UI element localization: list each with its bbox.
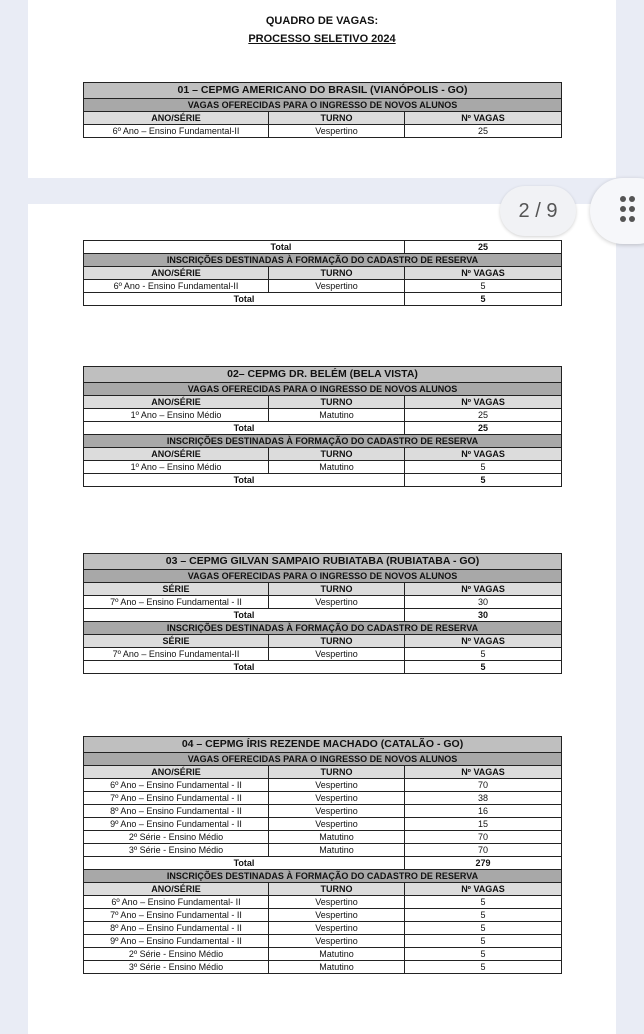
cell-vagas: 5 <box>405 922 562 935</box>
table-row <box>84 461 562 474</box>
cell-vagas: 38 <box>405 792 562 805</box>
cell-ano: 7º Ano – Ensino Fundamental - II <box>84 792 269 805</box>
cell-turno: Matutino <box>269 961 405 974</box>
total-value: 25 <box>405 422 562 435</box>
table-row <box>84 935 562 948</box>
col-ano-serie: ANO/SÉRIE <box>84 112 269 125</box>
col-vagas: Nº VAGAS <box>405 583 562 596</box>
cell-ano: 7º Ano – Ensino Fundamental-II <box>84 648 269 661</box>
cell-turno: Vespertino <box>269 896 405 909</box>
col-turno: TURNO <box>269 396 405 409</box>
section-reserve: INSCRIÇÕES DESTINADAS À FORMAÇÃO DO CADASTRO DE RESERVA <box>84 622 562 635</box>
school-4-name: 04 – CEPMG ÍRIS REZENDE MACHADO (CATALÃO - GO) <box>84 737 562 753</box>
total-value: 5 <box>405 661 562 674</box>
cell-ano: 3º Série - Ensino Médio <box>84 961 269 974</box>
col-ano-serie: ANO/SÉRIE <box>84 396 269 409</box>
table-row <box>84 961 562 974</box>
cell-ano: 6º Ano – Ensino Fundamental-II <box>84 125 269 138</box>
cell-turno: Vespertino <box>269 818 405 831</box>
document-page-1 <box>28 0 616 178</box>
school-1-table <box>83 82 562 138</box>
cell-ano: 9º Ano – Ensino Fundamental - II <box>84 935 269 948</box>
cell-vagas: 25 <box>405 125 562 138</box>
cell-vagas: 5 <box>405 948 562 961</box>
table-row <box>84 779 562 792</box>
cell-turno: Vespertino <box>269 648 405 661</box>
cell-turno: Matutino <box>269 831 405 844</box>
section-reserve: INSCRIÇÕES DESTINADAS À FORMAÇÃO DO CADASTRO DE RESERVA <box>84 254 562 267</box>
cell-ano: 2º Série - Ensino Médio <box>84 831 269 844</box>
col-vagas: Nº VAGAS <box>405 267 562 280</box>
cell-ano: 6º Ano – Ensino Fundamental- II <box>84 896 269 909</box>
cell-vagas: 5 <box>405 280 562 293</box>
school-2-name: 02– CEPMG DR. BELÉM (BELA VISTA) <box>84 367 562 383</box>
col-vagas: Nº VAGAS <box>405 635 562 648</box>
total-value: 5 <box>405 293 562 306</box>
cell-turno: Vespertino <box>269 779 405 792</box>
cell-turno: Vespertino <box>269 792 405 805</box>
table-row <box>84 805 562 818</box>
cell-vagas: 5 <box>405 961 562 974</box>
table-row <box>84 280 562 293</box>
total-label: Total <box>84 609 405 622</box>
cell-turno: Matutino <box>269 844 405 857</box>
total-label: Total <box>84 474 405 487</box>
cell-turno: Matutino <box>269 948 405 961</box>
total-label: Total <box>84 293 405 306</box>
total-row <box>84 474 562 487</box>
col-ano-serie: ANO/SÉRIE <box>84 883 269 896</box>
col-vagas: Nº VAGAS <box>405 112 562 125</box>
cell-turno: Vespertino <box>269 125 405 138</box>
table-row <box>84 909 562 922</box>
total-row <box>84 609 562 622</box>
cell-vagas: 70 <box>405 779 562 792</box>
col-turno: TURNO <box>269 112 405 125</box>
cell-turno: Matutino <box>269 409 405 422</box>
school-3-name: 03 – CEPMG GILVAN SAMPAIO RUBIATABA (RUBIATABA - GO) <box>84 554 562 570</box>
col-turno: TURNO <box>269 766 405 779</box>
cell-ano: 1º Ano – Ensino Médio <box>84 461 269 474</box>
total-row <box>84 293 562 306</box>
school-4-table <box>83 736 562 974</box>
page-indicator: 2 / 9 <box>500 186 576 236</box>
cell-ano: 7º Ano – Ensino Fundamental - II <box>84 596 269 609</box>
table-row <box>84 596 562 609</box>
total-label: Total <box>84 857 405 870</box>
cell-ano: 3º Série - Ensino Médio <box>84 844 269 857</box>
total-label: Total <box>269 241 405 254</box>
cell-vagas: 70 <box>405 844 562 857</box>
table-row <box>84 818 562 831</box>
cell-turno: Vespertino <box>269 909 405 922</box>
cell-turno: Matutino <box>269 461 405 474</box>
table-row <box>84 896 562 909</box>
col-ano-serie: ANO/SÉRIE <box>84 267 269 280</box>
cell-ano: 2º Série - Ensino Médio <box>84 948 269 961</box>
cell-vagas: 5 <box>405 461 562 474</box>
cell-turno: Vespertino <box>269 596 405 609</box>
total-value: 5 <box>405 474 562 487</box>
total-row <box>84 241 562 254</box>
cell-ano: 6º Ano – Ensino Fundamental - II <box>84 779 269 792</box>
document-page-2 <box>28 204 616 1034</box>
grid-dots-icon <box>620 196 640 226</box>
total-value: 279 <box>405 857 562 870</box>
cell-turno: Vespertino <box>269 805 405 818</box>
section-new-students: VAGAS OFERECIDAS PARA O INGRESSO DE NOVOS ALUNOS <box>84 383 562 396</box>
section-new-students: VAGAS OFERECIDAS PARA O INGRESSO DE NOVOS ALUNOS <box>84 753 562 766</box>
col-ano-serie: ANO/SÉRIE <box>84 448 269 461</box>
total-row <box>84 857 562 870</box>
cell-vagas: 5 <box>405 909 562 922</box>
cell-ano: 8º Ano – Ensino Fundamental - II <box>84 805 269 818</box>
col-turno: TURNO <box>269 583 405 596</box>
cell-vagas: 5 <box>405 648 562 661</box>
cell-ano: 7º Ano – Ensino Fundamental - II <box>84 909 269 922</box>
col-ano-serie: ANO/SÉRIE <box>84 766 269 779</box>
table-row <box>84 844 562 857</box>
col-turno: TURNO <box>269 267 405 280</box>
cell-turno: Vespertino <box>269 922 405 935</box>
document-title: QUADRO DE VAGAS: <box>265 15 379 27</box>
cell-vagas: 5 <box>405 935 562 948</box>
section-reserve: INSCRIÇÕES DESTINADAS À FORMAÇÃO DO CADASTRO DE RESERVA <box>84 870 562 883</box>
total-label: Total <box>84 422 405 435</box>
col-vagas: Nº VAGAS <box>405 766 562 779</box>
cell-ano: 8º Ano – Ensino Fundamental - II <box>84 922 269 935</box>
cell-ano: 9º Ano – Ensino Fundamental - II <box>84 818 269 831</box>
col-turno: TURNO <box>269 883 405 896</box>
school-1-table-continued <box>83 240 562 306</box>
col-vagas: Nº VAGAS <box>405 883 562 896</box>
table-row <box>84 948 562 961</box>
cell-vagas: 30 <box>405 596 562 609</box>
cell-turno: Vespertino <box>269 280 405 293</box>
section-reserve: INSCRIÇÕES DESTINADAS À FORMAÇÃO DO CADASTRO DE RESERVA <box>84 435 562 448</box>
col-serie: SÉRIE <box>84 583 269 596</box>
table-row <box>84 648 562 661</box>
cell-vagas: 16 <box>405 805 562 818</box>
total-value: 25 <box>405 241 562 254</box>
section-new-students: VAGAS OFERECIDAS PARA O INGRESSO DE NOVOS ALUNOS <box>84 570 562 583</box>
school-2-table <box>83 366 562 487</box>
total-label: Total <box>84 661 405 674</box>
col-serie: SÉRIE <box>84 635 269 648</box>
cell-ano: 1º Ano – Ensino Médio <box>84 409 269 422</box>
table-row <box>84 831 562 844</box>
table-row <box>84 125 562 138</box>
table-row <box>84 792 562 805</box>
cell-ano: 6º Ano - Ensino Fundamental-II <box>84 280 269 293</box>
total-row <box>84 661 562 674</box>
col-turno: TURNO <box>269 448 405 461</box>
col-vagas: Nº VAGAS <box>405 448 562 461</box>
col-vagas: Nº VAGAS <box>405 396 562 409</box>
cell-vagas: 15 <box>405 818 562 831</box>
cell-vagas: 70 <box>405 831 562 844</box>
school-1-name: 01 – CEPMG AMERICANO DO BRASIL (VIANÓPOLIS - GO) <box>84 83 562 99</box>
cell-vagas: 25 <box>405 409 562 422</box>
table-row <box>84 409 562 422</box>
total-row <box>84 422 562 435</box>
col-turno: TURNO <box>269 635 405 648</box>
total-value: 30 <box>405 609 562 622</box>
cell-vagas: 5 <box>405 896 562 909</box>
cell-turno: Vespertino <box>269 935 405 948</box>
document-subtitle: PROCESSO SELETIVO 2024 <box>248 33 396 45</box>
table-row <box>84 922 562 935</box>
school-3-table <box>83 553 562 674</box>
section-new-students: VAGAS OFERECIDAS PARA O INGRESSO DE NOVOS ALUNOS <box>84 99 562 112</box>
